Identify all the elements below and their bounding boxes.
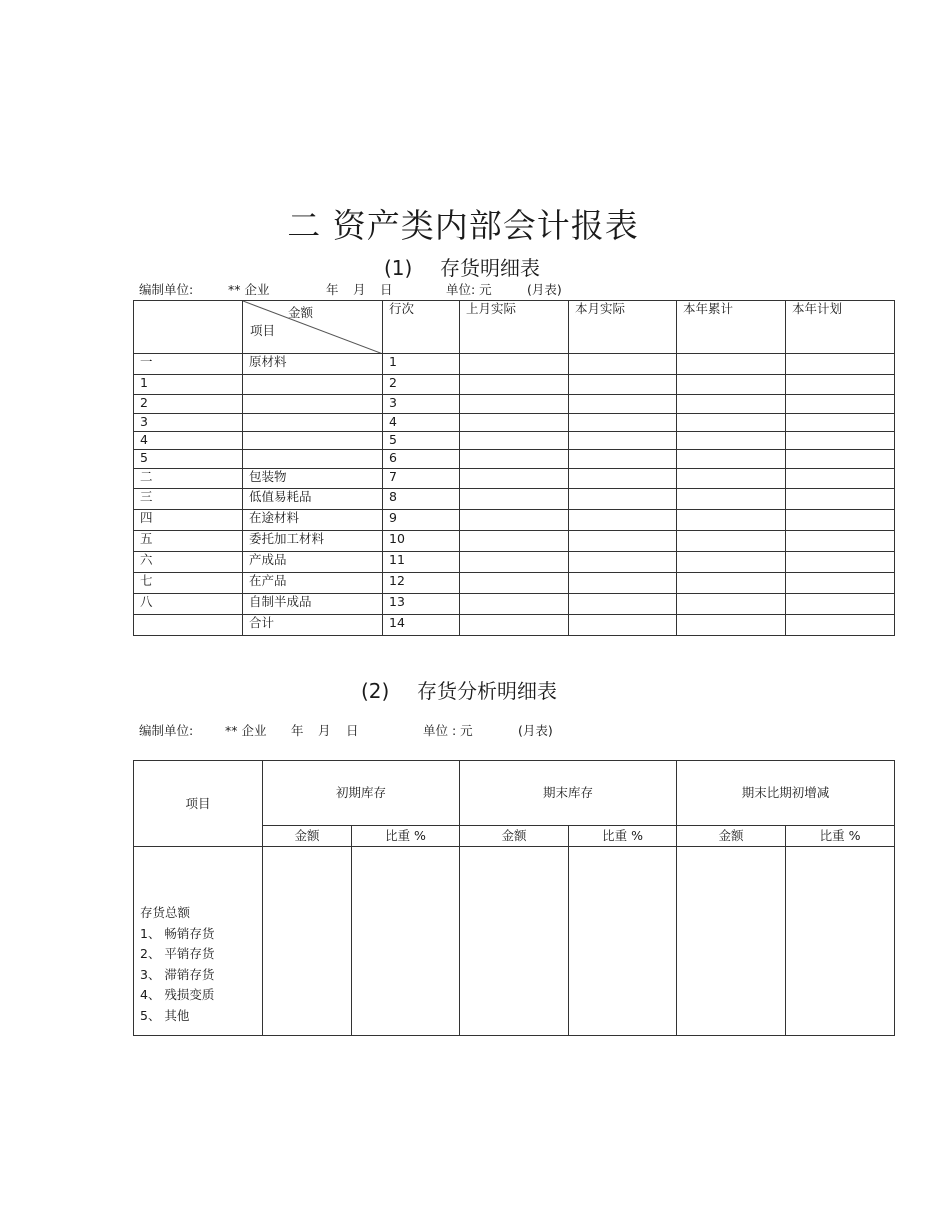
seq-cell: 三 xyxy=(134,489,243,510)
value-cell xyxy=(460,847,569,1036)
this-month-cell xyxy=(569,552,677,573)
row-no-cell: 11 xyxy=(383,552,460,573)
name-cell xyxy=(243,432,383,450)
name-cell: 自制半成品 xyxy=(243,594,383,615)
row-no-cell: 7 xyxy=(383,469,460,489)
last-month-cell xyxy=(460,615,569,636)
ytd-cell xyxy=(677,414,786,432)
table-row xyxy=(134,615,895,636)
year-label: 年 xyxy=(291,723,304,738)
this-month-cell xyxy=(569,594,677,615)
last-month-cell xyxy=(460,510,569,531)
table-row xyxy=(134,469,895,489)
inventory-detail-table xyxy=(133,300,895,636)
value-cell xyxy=(786,847,895,1036)
plan-cell xyxy=(786,594,895,615)
this-month-cell xyxy=(569,510,677,531)
ytd-cell xyxy=(677,489,786,510)
row-no-cell: 12 xyxy=(383,573,460,594)
list-item: 1、 畅销存货 xyxy=(140,925,215,941)
this-month-cell xyxy=(569,414,677,432)
unit-label: 编制单位: xyxy=(139,282,194,297)
list-item: 3、 滞销存货 xyxy=(140,966,215,982)
month-label: 月 xyxy=(318,723,331,738)
this-month-cell xyxy=(569,354,677,375)
plan-cell xyxy=(786,375,895,395)
row-no-cell: 9 xyxy=(383,510,460,531)
seq-cell: 五 xyxy=(134,531,243,552)
last-month-cell xyxy=(460,432,569,450)
value-cell xyxy=(569,847,677,1036)
period-label: (月表) xyxy=(518,723,553,738)
seq-cell: 2 xyxy=(134,395,243,414)
plan-cell xyxy=(786,395,895,414)
plan-cell xyxy=(786,531,895,552)
table2-number: (2) xyxy=(361,679,390,703)
this-month-cell xyxy=(569,375,677,395)
table-row xyxy=(134,594,895,615)
last-month-cell xyxy=(460,395,569,414)
name-cell: 低值易耗品 xyxy=(243,489,383,510)
table1-number: (1) xyxy=(384,256,413,280)
currency-label: 单位: 元 xyxy=(446,282,492,297)
month-label: 月 xyxy=(353,282,366,297)
seq-cell: 5 xyxy=(134,450,243,469)
header-blank xyxy=(134,301,243,354)
this-month-cell xyxy=(569,395,677,414)
change-ratio: 比重 % xyxy=(786,826,895,847)
seq-cell: 六 xyxy=(134,552,243,573)
value-cell xyxy=(263,847,352,1036)
table-row xyxy=(134,432,895,450)
inventory-analysis-table xyxy=(133,760,895,1036)
last-month-cell xyxy=(460,573,569,594)
plan-cell xyxy=(786,432,895,450)
plan-cell xyxy=(786,450,895,469)
enterprise: ** 企业 xyxy=(225,723,267,738)
table-row xyxy=(134,375,895,395)
table-row xyxy=(134,414,895,432)
last-month-cell xyxy=(460,531,569,552)
ytd-cell xyxy=(677,531,786,552)
header-row-no: 行次 xyxy=(383,301,460,354)
table-row xyxy=(134,510,895,531)
seq-cell: 七 xyxy=(134,573,243,594)
list-item: 4、 残损变质 xyxy=(140,987,215,1002)
name-cell xyxy=(243,450,383,469)
last-month-cell xyxy=(460,469,569,489)
last-month-cell xyxy=(460,594,569,615)
last-month-cell xyxy=(460,375,569,395)
name-cell: 原材料 xyxy=(243,354,383,375)
change-amount: 金额 xyxy=(677,826,786,847)
this-month-cell xyxy=(569,432,677,450)
name-cell: 合计 xyxy=(243,615,383,636)
list-item: 2、 平销存货 xyxy=(140,946,215,961)
plan-cell xyxy=(786,552,895,573)
ytd-cell xyxy=(677,432,786,450)
header-item: 项目 xyxy=(250,323,276,338)
header-this-month: 本月实际 xyxy=(569,301,677,354)
seq-cell: 1 xyxy=(134,375,243,395)
header-change: 期末比期初增减 xyxy=(677,761,895,826)
table-row xyxy=(134,531,895,552)
seq-cell: 4 xyxy=(134,432,243,450)
header-amount: 金额 xyxy=(288,305,314,320)
row-no-cell: 6 xyxy=(383,450,460,469)
table-row xyxy=(134,552,895,573)
seq-cell: 四 xyxy=(134,510,243,531)
ytd-cell xyxy=(677,450,786,469)
name-cell: 在产品 xyxy=(243,573,383,594)
page-title: 二 资产类内部会计报表 xyxy=(287,206,639,245)
year-label: 年 xyxy=(326,282,339,297)
table2-body-row xyxy=(134,847,895,1036)
row-no-cell: 8 xyxy=(383,489,460,510)
closing-amount: 金额 xyxy=(460,826,569,847)
table-row xyxy=(134,395,895,414)
this-month-cell xyxy=(569,531,677,552)
last-month-cell xyxy=(460,450,569,469)
value-cell xyxy=(677,847,786,1036)
plan-cell xyxy=(786,414,895,432)
seq-cell: 八 xyxy=(134,594,243,615)
day-label: 日 xyxy=(346,723,359,738)
list-item: 存货总额 xyxy=(140,905,191,920)
plan-cell xyxy=(786,354,895,375)
name-cell xyxy=(243,375,383,395)
name-cell: 在途材料 xyxy=(243,510,383,531)
seq-cell: 二 xyxy=(134,469,243,489)
row-no-cell: 10 xyxy=(383,531,460,552)
name-cell: 包装物 xyxy=(243,469,383,489)
header-item: 项目 xyxy=(134,761,263,847)
row-no-cell: 3 xyxy=(383,395,460,414)
opening-ratio: 比重 % xyxy=(352,826,460,847)
ytd-cell xyxy=(677,395,786,414)
seq-cell: 一 xyxy=(134,354,243,375)
name-cell: 委托加工材料 xyxy=(243,531,383,552)
header-opening: 初期库存 xyxy=(263,761,460,826)
opening-amount: 金额 xyxy=(263,826,352,847)
table1-title: 存货明细表 xyxy=(440,256,540,280)
row-no-cell: 1 xyxy=(383,354,460,375)
item-list-cell xyxy=(134,847,263,1036)
table-row xyxy=(134,354,895,375)
ytd-cell xyxy=(677,573,786,594)
period-label: (月表) xyxy=(527,282,562,297)
this-month-cell xyxy=(569,573,677,594)
plan-cell xyxy=(786,510,895,531)
table2-title: 存货分析明细表 xyxy=(417,679,557,703)
row-no-cell: 4 xyxy=(383,414,460,432)
row-no-cell: 13 xyxy=(383,594,460,615)
last-month-cell xyxy=(460,552,569,573)
table1-header-row xyxy=(134,301,895,354)
last-month-cell xyxy=(460,354,569,375)
table-row xyxy=(134,450,895,469)
closing-ratio: 比重 % xyxy=(569,826,677,847)
value-cell xyxy=(352,847,460,1036)
list-item: 5、 其他 xyxy=(140,1007,190,1023)
name-cell: 产成品 xyxy=(243,552,383,573)
table-row xyxy=(134,573,895,594)
plan-cell xyxy=(786,615,895,636)
ytd-cell xyxy=(677,375,786,395)
header-ytd: 本年累计 xyxy=(677,301,786,354)
ytd-cell xyxy=(677,594,786,615)
currency-label: 单位 : 元 xyxy=(423,723,473,738)
plan-cell xyxy=(786,469,895,489)
this-month-cell xyxy=(569,469,677,489)
ytd-cell xyxy=(677,615,786,636)
header-closing: 期末库存 xyxy=(460,761,677,826)
day-label: 日 xyxy=(380,282,393,297)
last-month-cell xyxy=(460,489,569,510)
header-plan: 本年计划 xyxy=(786,301,895,354)
enterprise: ** 企业 xyxy=(228,282,270,297)
ytd-cell xyxy=(677,354,786,375)
row-no-cell: 2 xyxy=(383,375,460,395)
row-no-cell: 5 xyxy=(383,432,460,450)
diagonal-header-cell xyxy=(243,301,383,354)
this-month-cell xyxy=(569,450,677,469)
name-cell xyxy=(243,395,383,414)
seq-cell xyxy=(134,615,243,636)
plan-cell xyxy=(786,489,895,510)
name-cell xyxy=(243,414,383,432)
this-month-cell xyxy=(569,489,677,510)
last-month-cell xyxy=(460,414,569,432)
header-last-month: 上月实际 xyxy=(460,301,569,354)
table2-header-row xyxy=(134,761,895,826)
seq-cell: 3 xyxy=(134,414,243,432)
ytd-cell xyxy=(677,469,786,489)
plan-cell xyxy=(786,573,895,594)
ytd-cell xyxy=(677,552,786,573)
this-month-cell xyxy=(569,615,677,636)
row-no-cell: 14 xyxy=(383,615,460,636)
unit-label: 编制单位: xyxy=(139,723,194,738)
ytd-cell xyxy=(677,510,786,531)
table-row xyxy=(134,489,895,510)
